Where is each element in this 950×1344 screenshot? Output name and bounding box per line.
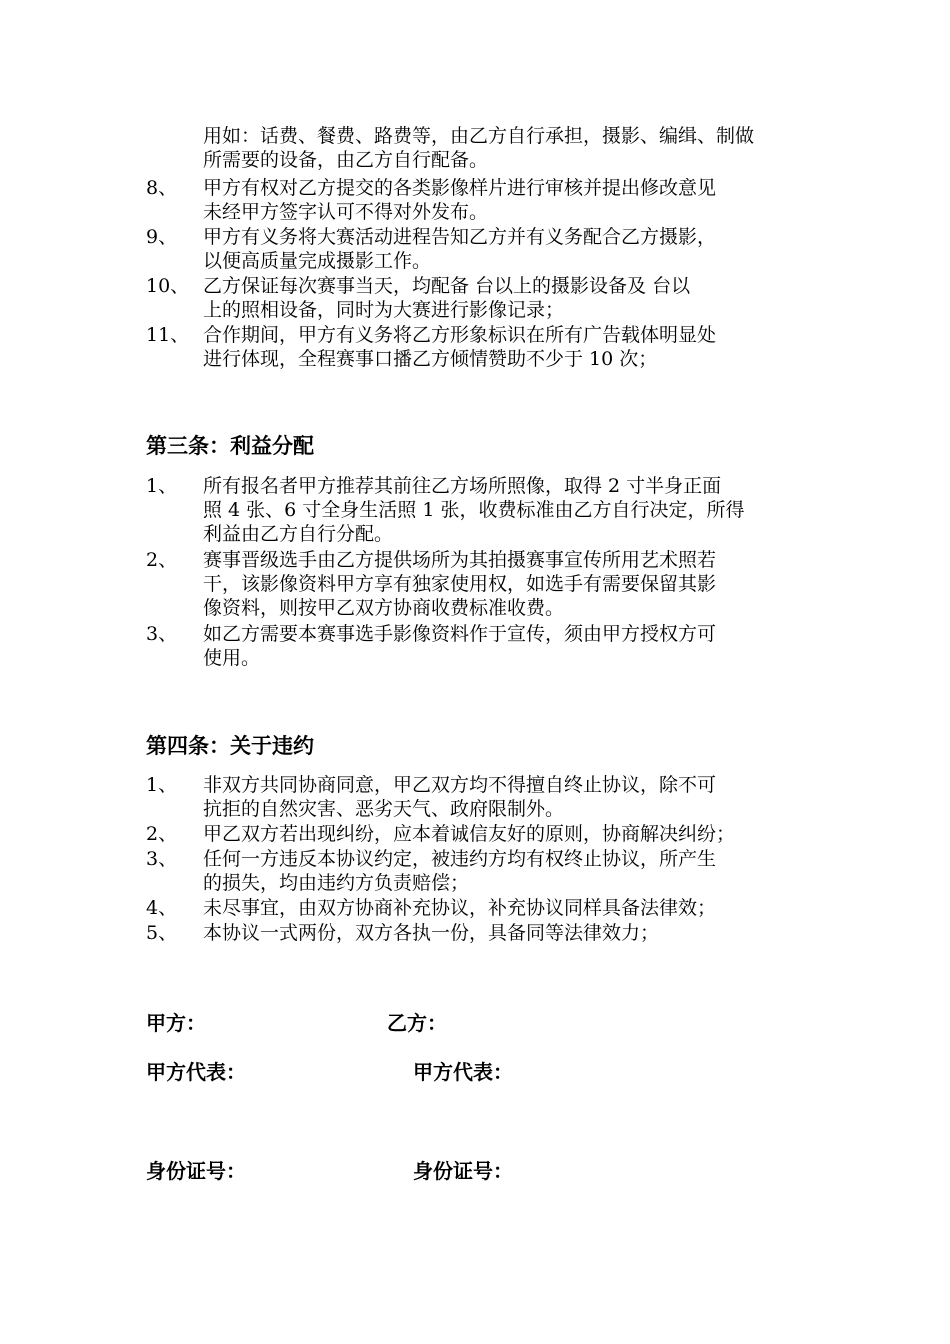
clause3-item-1-number: 1、: [146, 475, 178, 497]
clause3-item-1-line-2: 照 4 张、6 寸全身生活照 1 张，收费标准由乙方自行决定，所得: [203, 499, 745, 521]
clause4-item-2-line-1: 甲乙双方若出现纠纷，应本着诚信友好的原则，协商解决纠纷；: [203, 823, 736, 845]
clause3-item-2-line-2: 干，该影像资料甲方享有独家使用权，如选手有需要保留其影: [203, 573, 717, 595]
clause4-item-3-line-1: 任何一方违反本协议约定，被违约方均有权终止协议，所产生: [203, 848, 717, 870]
clause4-item-1-line-2: 抗拒的自然灾害、恶劣天气、政府限制外。: [203, 798, 565, 820]
clause3-item-1-line-3: 利益由乙方自行分配。: [203, 523, 394, 545]
clause3-item-3-number: 3、: [146, 623, 178, 645]
clause2-continuation-line-2: 所需要的设备，由乙方自行配备。: [203, 149, 489, 171]
clause2-item-11-line-2: 进行体现，全程赛事口播乙方倾情赞助不少于 10 次；: [203, 348, 658, 370]
clause2-item-9-number: 9、: [146, 226, 178, 248]
clause3-title: 第三条：利益分配: [146, 434, 314, 458]
clause3-item-2-line-1: 赛事晋级选手由乙方提供场所为其拍摄赛事宣传所用艺术照若: [203, 549, 717, 571]
clause4-title: 第四条：关于违约: [146, 734, 314, 758]
clause3-item-3-line-1: 如乙方需要本赛事选手影像资料作于宣传，须由甲方授权方可: [203, 623, 717, 645]
clause3-item-2-number: 2、: [146, 549, 178, 571]
party-b-label: 乙方：: [387, 1011, 447, 1035]
clause4-item-4-number: 4、: [146, 897, 178, 919]
clause2-item-10-number: 10、: [146, 275, 190, 297]
party-a-representative-label: 甲方代表：: [146, 1060, 246, 1084]
clause4-item-1-line-1: 非双方共同协商同意，甲乙双方均不得擅自终止协议，除不可: [203, 774, 717, 796]
clause4-item-3-number: 3、: [146, 848, 178, 870]
party-a-label: 甲方：: [146, 1011, 206, 1035]
clause3-item-2-line-3: 像资料，则按甲乙双方协商收费标准收费。: [203, 597, 565, 619]
clause2-item-8-line-1: 甲方有权对乙方提交的各类影像样片进行审核并提出修改意见: [203, 177, 717, 199]
clause3-item-3-line-2: 使用。: [203, 647, 261, 669]
clause2-item-10-line-2: 上的照相设备，同时为大赛进行影像记录；: [203, 299, 565, 321]
party-b-id-label: 身份证号：: [413, 1159, 513, 1183]
clause4-item-1-number: 1、: [146, 774, 178, 796]
clause2-item-11-line-1: 合作期间，甲方有义务将乙方形象标识在所有广告载体明显处: [203, 324, 717, 346]
clause2-item-8-line-2: 未经甲方签字认可不得对外发布。: [203, 201, 489, 223]
clause2-item-10-line-1: 乙方保证每次赛事当天，均配备 台以上的摄影设备及 台以: [203, 275, 691, 297]
party-a-id-label: 身份证号：: [146, 1159, 246, 1183]
clause2-continuation-line-1: 用如：话费、餐费、路费等，由乙方自行承担，摄影、编缉、制做: [203, 125, 755, 147]
clause3-item-1-line-1: 所有报名者甲方推荐其前往乙方场所照像，取得 2 寸半身正面: [203, 475, 722, 497]
clause2-item-9-line-1: 甲方有义务将大赛活动进程告知乙方并有义务配合乙方摄影，: [203, 226, 717, 248]
clause2-item-11-number: 11、: [146, 324, 190, 346]
clause4-item-5-line-1: 本协议一式两份，双方各执一份，具备同等法律效力；: [203, 922, 660, 944]
clause4-item-3-line-2: 的损失，均由违约方负责赔偿；: [203, 872, 470, 894]
clause4-item-5-number: 5、: [146, 922, 178, 944]
clause2-item-9-line-2: 以便高质量完成摄影工作。: [203, 250, 432, 272]
clause2-item-8-number: 8、: [146, 177, 178, 199]
clause4-item-2-number: 2、: [146, 823, 178, 845]
clause4-item-4-line-1: 未尽事宜，由双方协商补充协议，补充协议同样具备法律效；: [203, 897, 717, 919]
party-b-representative-label: 甲方代表：: [413, 1060, 513, 1084]
